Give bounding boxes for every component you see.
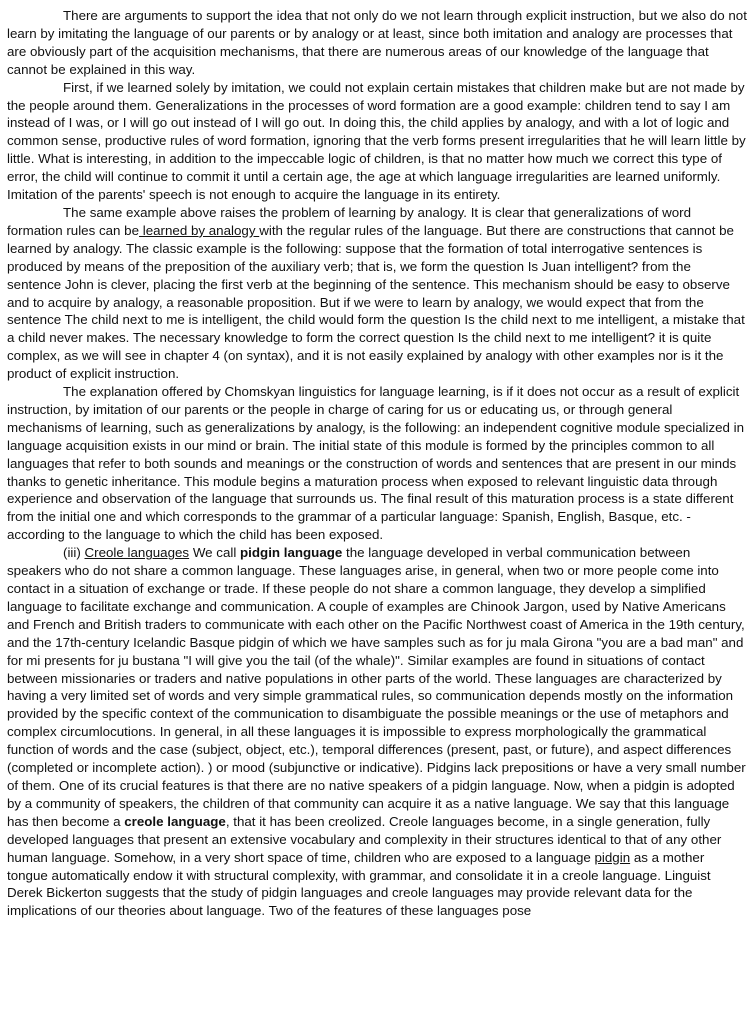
paragraph-analogy bbox=[7, 204, 747, 383]
section-heading: Creole languages bbox=[84, 545, 190, 561]
underlined-word-pidgin: pidgin bbox=[594, 849, 631, 865]
section-number: (iii) bbox=[63, 545, 85, 561]
paragraph-imitation-analogy: There are arguments to support the idea that not only do we not learn through explicit instruction, but we also do not learn by imitating the language of our parents or by analogy or at least, since both imitation and analogy are processes that are obviously part of the acquisition mechanisms, that there are numerous areas of our knowledge of the language that cannot be explained in this way. bbox=[7, 8, 747, 77]
term-pidgin-language: pidgin language bbox=[240, 545, 343, 561]
paragraph-chomskyan-explanation: The explanation offered by Chomskyan linguistics for language learning, is if it does not occur as a result of explicit instruction, by imitation of our parents or the people in charge of caring for us or educating us, or through general mechanisms of learning, such as generalizations by analogy, is the following: an independent cognitive module specialized in language acquisition exists in our mind or brain. The initial state of this module is formed by the principles common to all languages that refer to both sounds and meanings or the construction of words and sentences that are present in our minds thanks to genetic inheritance. This module begins a maturation process when exposed to relevant linguistic data through experience and observation of the language that surrounds us. The final result of this maturation process is a state different from the initial one and which corresponds to the grammar of a particular language: Spanish, English, Basque, etc. -according to the language to which the child has been exposed. bbox=[7, 384, 745, 543]
paragraph-text: We call bbox=[189, 545, 241, 561]
paragraph-creole-languages bbox=[7, 544, 747, 920]
paragraph-text: with the regular rules of the language. But there are constructions that cannot be learned by analogy. The classic example is the following: suppose that the formation of total interrogative sentences is produced by means of the preposition of the auxiliary verb; that is, we form the question Is Juan intelligent? from the sentence John is clever, placing the first verb at the beginning of the sentence. This mechanism should be easy to observe and to acquire by analogy, a reasonable proposition. But if we were to learn by analogy, we would expect that from the sentence The child next to me is intelligent, the child would form the question Is the child next to me intelligent, a mistake that a child never makes. The necessary knowledge to form the correct question Is the child next to me intelligent? it is quite complex, as we will see in chapter 4 (on syntax), and it is not easily explained by analogy with other examples nor is it the product of explicit instruction. bbox=[7, 222, 745, 382]
paragraph-text: The same example above raises the problem of learning by analogy. It is clear that generalizations of word formation rules can be bbox=[7, 204, 691, 238]
document-page bbox=[7, 7, 747, 920]
paragraph-text: , that it has been creolized. Creole languages become, in a single generation, fully developed languages that present an extensive vocabulary and complexity in their structures identical to that of any other human language. Somehow, in a very short space of time, children who are exposed to a language bbox=[7, 813, 722, 865]
paragraph-text: the language developed in verbal communication between speakers who do not share a common language. These languages arise, in general, when two or more people come into contact in a situation of exchange or trade. If these people do not share a common language, they develop a simplified language to facilitate exchange and communication. A couple of examples are Chinook Jargon, used by Native Americans and French and British traders to communicate with each other on the Pacific Northwest coast of America in the 19th century, and the 17th-century Icelandic Basque pidgin of which we have samples such as for ju mala Girona "you are a bad man" and for mi presents for ju bustana "I will give you the tail (of the whale)". Similar examples are found in situations of contact between missionaries or traders and native populations in other parts of the world. These languages are characterized by having a very limited set of words and very simple grammatical rules, so communication depends mostly on the information provided by the specific context of the communication to disambiguate the possible meanings or the use of metaphors and complex circumlocutions. In general, in all these languages it is impossible to express morphologically the grammatical function of words and the case (subject, object, etc.), temporal differences (present, past, or future), and aspect differences (completed or incomplete action). ) or mood (subjunctive or indicative). Pidgins lack prepositions or have a very small number of them. One of its crucial features is that there are no native speakers of a pidgin language. Now, when a pidgin is adopted by a community of speakers, the children of that community can acquire it as a native language. We say that this language has then become a bbox=[7, 545, 746, 829]
underlined-phrase: learned by analogy bbox=[139, 222, 260, 238]
term-creole-language: creole language bbox=[124, 813, 226, 829]
paragraph-text: as a mother tongue automatically endow it with structural complexity, with grammar, and consolidate it in a creole language. Linguist Derek Bickerton suggests that the study of pidgin languages and creole languages may provide relevant data for the implications of our theories about language. Two of the features of these languages pose bbox=[7, 849, 711, 919]
paragraph-imitation: First, if we learned solely by imitation, we could not explain certain mistakes that children make but are not made by the people around them. Generalizations in the processes of word formation are a good example: children tend to say I am instead of I was, or I will go out instead of I will go out. In doing this, the child applies by analogy, and with a lot of logic and common sense, productive rules of word formation, ignoring that the verb forms present irregularities that he will learn little by little. What is interesting, in addition to the impeccable logic of children, is that no matter how much we correct this type of error, the child will continue to commit it until a certain age, the age at which language irregularities are learned uniformly. Imitation of the parents' speech is not enough to acquire the language in its entirety. bbox=[7, 79, 746, 203]
